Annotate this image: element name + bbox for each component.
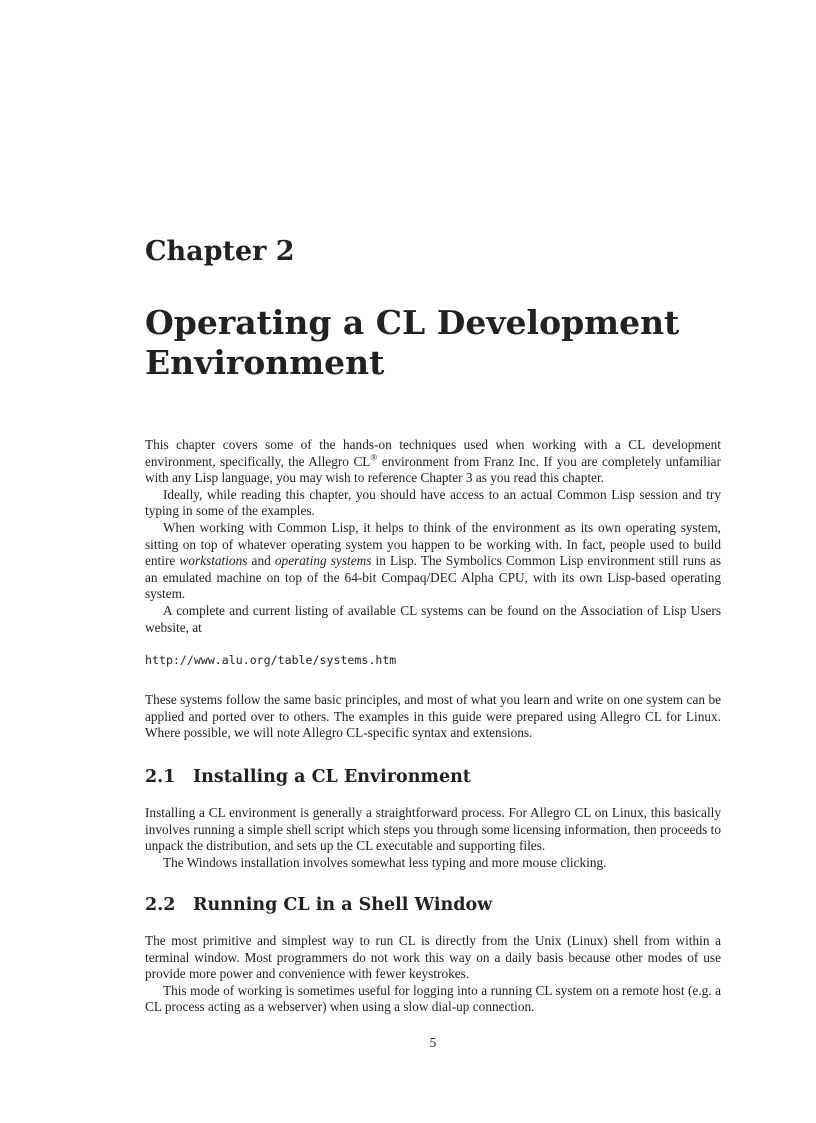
document-page	[145, 0, 721, 1123]
intro-paragraph-2: Ideally, while reading this chapter, you should have access to an actual Common Lisp session and try typing in some of the examples.	[145, 486, 721, 519]
installing-paragraph-2: The Windows installation involves somewhat less typing and more mouse clicking.	[163, 854, 607, 870]
intro-paragraph-3: When working with Common Lisp, it helps to think of the environment as its own operating system, sitting on top of whatever operating system you happen to be working with. In fact, people used to build entire workstations and operating systems in Lisp. The Symbolics Common Lisp environment still runs as an emulated machine on top of the 64-bit Compaq/DEC Alpha CPU, with its own Lisp-based operating system.	[145, 519, 722, 602]
section-number: 2.2	[145, 895, 176, 915]
installing-paragraph-1: Installing a CL environment is generally a straightforward process. For Allegro CL on Linux, this basically involves running a simple shell script which steps you through some licensing information, then proceeds to unpack the distribution, and sets up the CL executable and supporting files.	[145, 805, 721, 854]
chapter-label: Chapter 2	[145, 236, 295, 267]
section-title: Installing a CL Environment	[193, 767, 471, 787]
registered-mark: ®	[370, 452, 378, 463]
section-heading-shell	[145, 895, 492, 915]
section-heading-installing	[145, 767, 471, 787]
alu-systems-url[interactable]: http://www.alu.org/table/systems.htm	[145, 653, 397, 667]
shell-paragraph-1: The most primitive and simplest way to run CL is directly from the Unix (Linux) shell from within a terminal window. Most programmers do not work this way on a daily basis because other modes of use provide more power and convenience with fewer keystrokes.	[145, 933, 721, 982]
intro-section	[145, 437, 721, 636]
intro-paragraph-4: A complete and current listing of available CL systems can be found on the Association of Lisp Users website, at	[145, 602, 721, 635]
shell-paragraph-2: This mode of working is sometimes useful for logging into a running CL system on a remote host (e.g. a CL process acting as a webserver) when using a slow dial-up connection.	[145, 982, 721, 1015]
section-number: 2.1	[145, 767, 176, 787]
chapter-title: Operating a CL Development Environment	[145, 303, 680, 382]
page-number: 5	[429, 1035, 437, 1050]
shell-section-body	[145, 933, 721, 1016]
intro-paragraph-1: This chapter covers some of the hands-on techniques used when working with a CL development environment, specifically, the Allegro CL® environment from Franz Inc. If you are completely unfamiliar with any Lisp language, you may wish to reference Chapter 3 as you read this chapter.	[145, 437, 721, 486]
intro-closing	[145, 692, 721, 742]
intro-paragraph-5: These systems follow the same basic principles, and most of what you learn and write on one system can be applied and ported over to others. The examples in this guide were prepared using Allegro CL for Linux. Where possible, we will note Allegro CL-specific syntax and extensions.	[145, 692, 721, 741]
section-title: Running CL in a Shell Window	[193, 895, 493, 915]
installing-section-body	[145, 805, 721, 871]
